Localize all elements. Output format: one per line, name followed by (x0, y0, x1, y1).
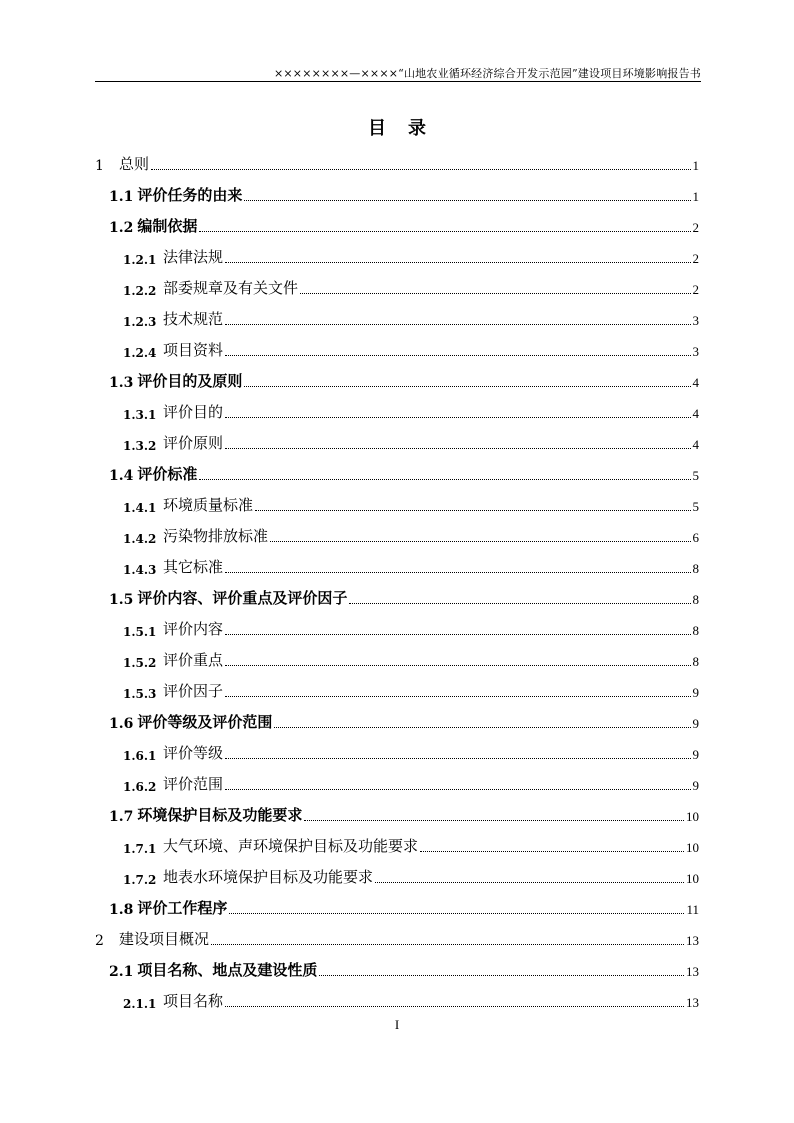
toc-entry-page: 13 (686, 933, 699, 948)
toc-entry[interactable] (95, 735, 699, 766)
toc-entry-label: 评价等级 (163, 744, 224, 762)
toc-entry-label: 项目名称 (163, 992, 224, 1010)
toc-entry-heading (123, 835, 418, 859)
toc-entry-page: 8 (692, 592, 699, 607)
toc-entry-number: 1.4 (109, 468, 134, 484)
toc-entry-number: 1.2 (109, 220, 134, 236)
toc-entry-page: 10 (686, 840, 699, 855)
toc-entry-page: 2 (692, 251, 699, 266)
toc-entry-heading (123, 742, 223, 766)
toc-entry-label: 地表水环境保护目标及功能要求 (163, 868, 374, 886)
toc-entry-page: 4 (692, 375, 699, 390)
toc-entry-page: 1 (692, 158, 699, 173)
toc-entry-label: 评价目的 (163, 403, 224, 421)
toc-entry-heading (123, 618, 223, 642)
toc-entry-heading (109, 184, 242, 208)
toc-entry-page: 3 (692, 344, 699, 359)
toc-entry-label: 总则 (119, 155, 150, 173)
toc-entry-label: 评价因子 (163, 682, 224, 700)
toc-entry-page: 10 (686, 809, 699, 824)
toc-entry-heading (109, 215, 197, 239)
toc-entry[interactable] (95, 704, 699, 735)
toc-entry-heading (109, 897, 227, 921)
toc-entry-label: 大气环境、声环境保护目标及功能要求 (163, 837, 419, 855)
toc-entry[interactable] (95, 549, 699, 580)
toc-entry-heading (95, 153, 149, 177)
toc-entry-heading (123, 339, 223, 363)
page-header (95, 64, 701, 82)
toc-entry-number: 1.4.1 (123, 501, 157, 515)
toc-entry-number: 1.7.2 (123, 873, 157, 887)
toc-entry-label: 评价工作程序 (137, 899, 228, 917)
toc-entry-label: 部委规章及有关文件 (163, 279, 299, 297)
toc-entry-number: 1.7 (109, 809, 134, 825)
toc-entry-label: 技术规范 (163, 310, 224, 328)
toc-entry-number: 1.2.2 (123, 284, 157, 298)
toc-dot-leader (225, 447, 690, 449)
table-of-contents (95, 146, 699, 1014)
toc-entry-heading (109, 463, 197, 487)
toc-entry-label: 编制依据 (137, 217, 198, 235)
toc-entry-number: 1.4.2 (123, 532, 157, 546)
toc-entry-label: 环境保护目标及功能要求 (137, 806, 303, 824)
toc-entry-number: 1.6.2 (123, 780, 157, 794)
toc-entry-page: 4 (692, 406, 699, 421)
toc-entry[interactable] (95, 890, 699, 921)
toc-entry[interactable] (95, 208, 699, 239)
toc-entry-page: 10 (686, 871, 699, 886)
toc-entry-number: 2.1 (109, 964, 134, 980)
toc-entry-number: 1 (95, 158, 104, 174)
toc-title: 目录 (368, 118, 448, 139)
toc-entry-number: 1.7.1 (123, 842, 157, 856)
toc-entry-page: 8 (692, 561, 699, 576)
toc-entry[interactable] (95, 766, 699, 797)
toc-entry-heading (109, 587, 347, 611)
toc-entry-number: 1.5.2 (123, 656, 157, 670)
toc-entry-label: 评价任务的由来 (137, 186, 243, 204)
toc-entry-page: 8 (692, 654, 699, 669)
toc-dot-leader (349, 602, 690, 604)
toc-entry-number: 1.3.2 (123, 439, 157, 453)
toc-entry-page: 9 (692, 716, 699, 731)
toc-entry-number: 1.2.4 (123, 346, 157, 360)
toc-entry-number: 1.6.1 (123, 749, 157, 763)
toc-entry-heading (123, 246, 223, 270)
toc-dot-leader (225, 757, 690, 759)
toc-dot-leader (199, 230, 690, 232)
toc-entry[interactable] (95, 456, 699, 487)
toc-dot-leader (225, 416, 690, 418)
toc-entry-label: 评价重点 (163, 651, 224, 669)
toc-dot-leader (225, 633, 690, 635)
toc-entry-number: 1.3 (109, 375, 134, 391)
toc-entry[interactable] (95, 797, 699, 828)
toc-dot-leader (225, 695, 690, 697)
toc-entry-number: 1.5 (109, 592, 134, 608)
toc-entry-page: 9 (692, 747, 699, 762)
toc-dot-leader (300, 292, 690, 294)
toc-entry-page: 13 (686, 995, 699, 1010)
toc-entry[interactable] (95, 673, 699, 704)
toc-entry-number: 1.2.1 (123, 253, 157, 267)
toc-entry-heading (109, 370, 242, 394)
toc-entry-label: 项目名称、地点及建设性质 (137, 961, 318, 979)
toc-entry-page: 13 (686, 964, 699, 979)
toc-entry-label: 评价内容、评价重点及评价因子 (137, 589, 348, 607)
toc-dot-leader (225, 261, 690, 263)
toc-entry-number: 2 (95, 933, 104, 949)
toc-entry-number: 1.2.3 (123, 315, 157, 329)
toc-dot-leader (211, 943, 684, 945)
toc-entry-heading (123, 277, 298, 301)
toc-entry[interactable] (95, 611, 699, 642)
toc-entry[interactable] (95, 301, 699, 332)
toc-dot-leader (244, 385, 690, 387)
toc-dot-leader (225, 1005, 684, 1007)
toc-entry-heading (123, 308, 223, 332)
toc-entry-label: 项目资料 (163, 341, 224, 359)
toc-dot-leader (225, 664, 690, 666)
toc-entry-page: 5 (692, 499, 699, 514)
toc-entry-label: 污染物排放标准 (163, 527, 269, 545)
toc-entry[interactable] (95, 580, 699, 611)
toc-entry-label: 评价内容 (163, 620, 224, 638)
toc-entry[interactable] (95, 177, 699, 208)
toc-entry-number: 1.6 (109, 716, 134, 732)
toc-entry-heading (109, 711, 272, 735)
toc-entry-label: 评价目的及原则 (137, 372, 243, 390)
header-text: ××××××××—××××“山地农业循环经济综合开发示范园”建设项目环境影响报告书 (273, 67, 701, 80)
toc-entry-label: 环境质量标准 (163, 496, 254, 514)
toc-entry[interactable] (95, 270, 699, 301)
toc-entry-number: 1.5.3 (123, 687, 157, 701)
toc-entry-label: 建设项目概况 (119, 930, 210, 948)
toc-entry-label: 评价原则 (163, 434, 224, 452)
toc-entry-heading (123, 494, 253, 518)
toc-entry-page: 3 (692, 313, 699, 328)
toc-entry-heading (95, 928, 209, 952)
toc-dot-leader (229, 912, 684, 914)
toc-entry[interactable] (95, 146, 699, 177)
toc-entry-label: 评价等级及评价范围 (137, 713, 273, 731)
toc-entry-page: 2 (692, 220, 699, 235)
toc-dot-leader (225, 323, 690, 325)
toc-entry[interactable] (95, 921, 699, 952)
toc-entry[interactable] (95, 828, 699, 859)
page-number: I (394, 1017, 400, 1032)
toc-dot-leader (274, 726, 690, 728)
toc-entry-page: 4 (692, 437, 699, 452)
toc-entry[interactable] (95, 487, 699, 518)
toc-dot-leader (225, 571, 690, 573)
toc-entry-heading (123, 432, 223, 456)
toc-entry-heading (123, 990, 223, 1014)
toc-entry-page: 9 (692, 685, 699, 700)
toc-dot-leader (319, 974, 684, 976)
toc-entry[interactable] (95, 642, 699, 673)
toc-entry-page: 9 (692, 778, 699, 793)
toc-entry-heading (123, 649, 223, 673)
toc-entry-number: 1.8 (109, 902, 134, 918)
toc-entry[interactable] (95, 363, 699, 394)
toc-entry-number: 1.4.3 (123, 563, 157, 577)
toc-entry[interactable] (95, 983, 699, 1014)
toc-entry-heading (123, 525, 268, 549)
toc-entry[interactable] (95, 859, 699, 890)
toc-entry-page: 1 (692, 189, 699, 204)
toc-entry-heading (109, 959, 317, 983)
toc-dot-leader (244, 199, 690, 201)
toc-entry-heading (123, 773, 223, 797)
toc-entry-page: 5 (692, 468, 699, 483)
toc-entry-label: 评价标准 (137, 465, 198, 483)
toc-dot-leader (304, 819, 684, 821)
toc-entry-number: 2.1.1 (123, 997, 157, 1011)
toc-dot-leader (225, 354, 690, 356)
toc-dot-leader (420, 850, 684, 852)
toc-entry-label: 其它标准 (163, 558, 224, 576)
toc-entry-label: 评价范围 (163, 775, 224, 793)
toc-dot-leader (375, 881, 684, 883)
toc-entry-page: 8 (692, 623, 699, 638)
toc-entry-heading (123, 401, 223, 425)
toc-entry[interactable] (95, 425, 699, 456)
toc-entry-page: 11 (686, 902, 699, 917)
toc-dot-leader (199, 478, 690, 480)
toc-entry-heading (123, 680, 223, 704)
toc-entry-heading (123, 556, 223, 580)
toc-dot-leader (270, 540, 690, 542)
toc-entry-label: 法律法规 (163, 248, 224, 266)
toc-entry[interactable] (95, 394, 699, 425)
toc-dot-leader (151, 168, 690, 170)
toc-entry-number: 1.5.1 (123, 625, 157, 639)
toc-dot-leader (225, 788, 690, 790)
toc-entry-number: 1.1 (109, 189, 134, 205)
toc-dot-leader (255, 509, 690, 511)
toc-entry-page: 2 (692, 282, 699, 297)
toc-entry-heading (123, 866, 373, 890)
toc-entry-heading (109, 804, 302, 828)
toc-entry-page: 6 (692, 530, 699, 545)
toc-entry[interactable] (95, 952, 699, 983)
toc-entry[interactable] (95, 518, 699, 549)
toc-entry-number: 1.3.1 (123, 408, 157, 422)
toc-entry[interactable] (95, 239, 699, 270)
toc-entry[interactable] (95, 332, 699, 363)
